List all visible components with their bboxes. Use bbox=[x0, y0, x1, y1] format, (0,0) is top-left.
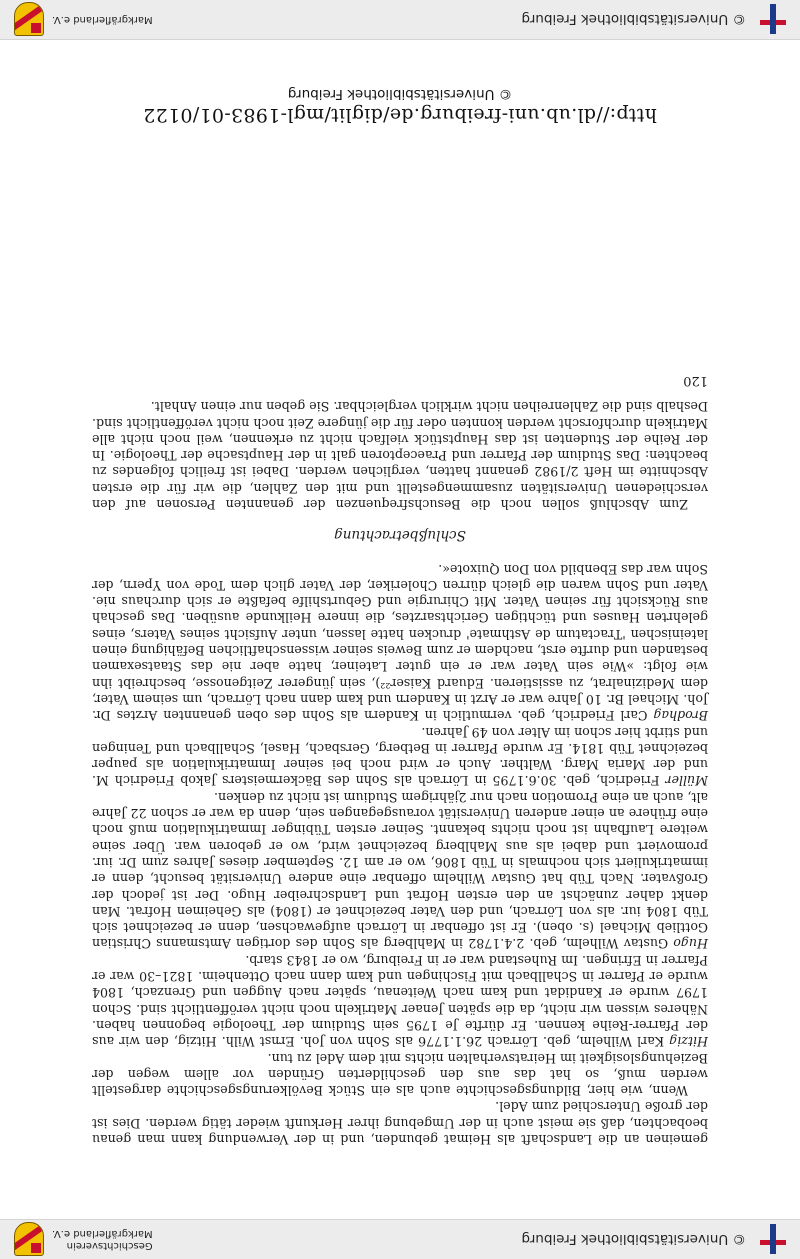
viewer-bottom-bar bbox=[0, 0, 800, 40]
society-crest-icon[interactable] bbox=[14, 1223, 44, 1257]
entry-name: Hugo bbox=[673, 936, 708, 952]
url-bar-copyright: © Universitätsbibliothek Freiburg bbox=[287, 86, 513, 102]
top-bar-copyright: © Universitätsbibliothek Freiburg bbox=[521, 1231, 746, 1248]
society-name-line1: Geschichtsverein bbox=[66, 1240, 153, 1252]
society-name bbox=[52, 1228, 153, 1252]
section-heading: Schlußbetrachtung bbox=[334, 527, 466, 544]
entry-text: Friedrich, geb. 30.6.1795 in Lörrach als Sohn des Bäckermeisters Jakob Friedrich M. und der Maria Marg. Walther. Auch er wird noch bei seiner Immatrikulation als pauper bezeichnet Tüb 1814. Er wurde Pfarrer in Betberg, Gersbach, Hasel, Schallbach und Teningen und stirbt hier schon im Alter von 49 Jahren. bbox=[92, 724, 708, 789]
entry-mueller bbox=[92, 723, 708, 788]
top-bar-right bbox=[14, 1223, 153, 1257]
university-library-logo-icon[interactable] bbox=[760, 1225, 786, 1255]
viewer-url-bar bbox=[0, 80, 800, 132]
document-page bbox=[92, 372, 708, 1147]
top-bar-left bbox=[521, 1225, 786, 1255]
entry-hugo bbox=[92, 788, 708, 951]
university-library-logo-icon[interactable] bbox=[760, 5, 786, 35]
entry-text: Carl Friedrich, geb. vermutlich in Kandern als Sohn des oben genannten Arztes Dr. Joh. Michael Br. 10 Jahre war er Arzt in Kandern und kam dann nach Lörrach, um seinem Vater, dem Medizinalrat, zu assistieren. Eduard Kaiser²²), sein jüngerer Zeitgenosse, beschreibt ihn wie folgt: »Wie sein Vater war er ein guter Lateiner, hatte aber nie das Staatsexamen bestanden und durfte erst, nachdem er zum Beweis seiner wissenschaftlichen Befähigung einen lateinischen 'Tractatum de Asthmate' drucken hatte lassen, unter Aufsicht seines Vaters, eines gelehrten Hauses und tüchtigen Gerichtsarztes, die innere Heilkunde ausüben. Das geschah aus Rücksicht für seinen Vater. Mit Chirurgie und Geburtshilfe befaßte er sich durchaus nie. Vater und Sohn waren die gleich dürren Choleriker, der Vater glich dem Tode von Ypern, der Sohn war das Ebenbild von Don Quixote«. bbox=[92, 561, 708, 724]
entry-brodhag bbox=[92, 560, 708, 723]
entry-text: Karl Wilhelm, geb. Lörrach 26.1.1776 als Sohn von Joh. Ernst Wilh. Hitzig, den wir aus der Pfarrer-Reihe kennen. Er dürfte Je 1795 sein Studium der Theologie begonnen haben. Näheres wissen wir nicht, da die späten Jenaer Matrikeln noch nicht veröffentlicht sind. Schon 1797 wurde er Kandidat und kam nach Weitenau, später nach Auggen und Grenzach, 1804 wurde er Pfarrer in Schallbach mit Fischingen und kam dann nach Ottenheim. 1821–30 war er Pfarrer in Efringen. Im Ruhestand war er in Freiburg, wo er 1843 starb. bbox=[92, 952, 708, 1050]
entry-name: Müller bbox=[665, 773, 708, 789]
bottom-bar-right bbox=[14, 3, 153, 37]
bottom-bar-copyright: © Universitätsbibliothek Freiburg bbox=[521, 11, 746, 28]
society-name-line2: Markgräflerland e.V. bbox=[52, 1228, 153, 1240]
society-crest-icon[interactable] bbox=[14, 3, 44, 37]
closing-paragraph: Zum Abschluß sollen noch die Besuchsfrequenzen der genannten Personen auf den verschiedenen Universitäten zusammengestellt und mit den Zahlen, die wir für die ersten Abschnitte im Heft 2/1982 genannt hatten, verglichen werden. Dabei ist freilich folgendes zu beachten: Das Studium der Pfarrer und Praeceptoren galt in der Hauptsache der Theologie. In der Reihe der Studenten ist das Hauptstück vielfach nicht zu erkennen, weil noch nicht alle Matrikeln durchforscht werden konnten oder für die jüngere Zeit noch nicht veröffentlicht sind. Deshalb sind die Zahlenreihen nicht wirklich vergleichbar. Sie geben nur einen Anhalt. bbox=[92, 399, 708, 513]
entry-name: Brodhag bbox=[653, 708, 708, 724]
page-number: 120 bbox=[683, 372, 708, 388]
viewer-top-bar bbox=[0, 1219, 800, 1259]
document-url[interactable]: http://dl.ub.uni-freiburg.de/diglit/mgl-1983-01/0122 bbox=[142, 104, 658, 126]
paragraph-2: Wenn, wie hier, Bildungsgeschichte auch als ein Stück Bevölkerungsgeschichte dargestellt werden muß, so hat das aus den geschilderten Gründen vor allem wegen der Beziehungslosigkeit im Heiratsverhalten nichts mit dem Adel zu tun. bbox=[92, 1050, 708, 1099]
paragraph-1: gemeinen an die Landschaft als Heimat gebunden, und in der Verwendung kann man genau beobachten, daß sie meist auch in der Umgebung ihrer Herkunft wieder tätig werden. Dies ist der große Unterschied zum Adel. bbox=[92, 1099, 708, 1147]
entry-name: Hitzig bbox=[669, 1034, 708, 1050]
page-text bbox=[92, 372, 708, 1147]
bottom-society-name: Markgräflerland e.V. bbox=[52, 14, 153, 26]
bottom-bar-left bbox=[521, 5, 786, 35]
entry-text: Gustav Wilhelm, geb. 2.4.1782 in Mahlberg als Sohn des dortigen Amtsmanns Christian Gottlieb Michael (s. oben). Er ist offenbar in Lörrach aufgewachsen, denn er bezeichnet sich Tüb 1804 iur. als von Lörrach, und den Vater bezeichnet er (1804) als Geheimen Hofrat. Man denkt daher zunächst an den ersten Hofrat und Landschreiber Hugo. Der ist jedoch der Großvater. Nach Tüb hat Gustav Wilhelm offenbar eine andere Universität besucht, denn er immatrikuliert sich nochmals in Tüb 1806, wo er am 12. September dieses Jahres zum Dr. iur. promoviert und dabei als aus Mahlberg bezeichnet wird, wo er geboren war. Über seine weitere Laufbahn ist noch nichts bekannt. Seiner ersten Tübinger Immatrikulation muß noch eine frühere an einer anderen Universität vorausgegangen sein, denn da war er schon 22 Jahre alt, auch an eine Promotion nach nur 2jährigem Studium ist nicht zu denken. bbox=[92, 789, 708, 952]
entry-hitzig bbox=[92, 951, 708, 1049]
